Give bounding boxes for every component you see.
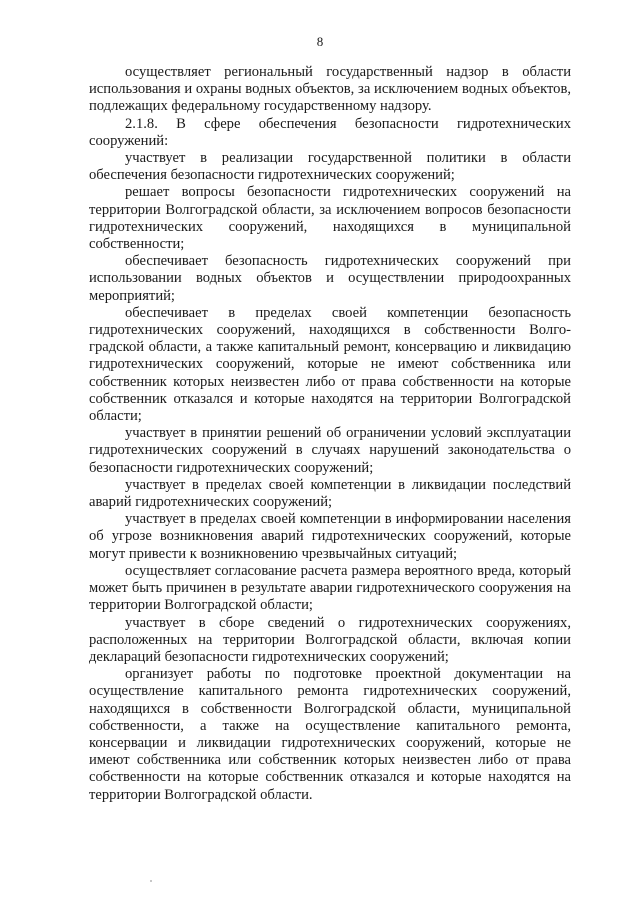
paragraph-accident-liquidation: участвует в пределах своей компетенции в ликвидации последствий аварий гидротехнических сооружений; bbox=[89, 476, 571, 511]
paragraph-design-documentation: организует работы по подготовке проектной документации на осуществление капитального ремонта гидротехнических сооружений, находящихся в собственности Волгоградской области, муниципальной собственности, а также на осуществление капитального ремонта, консервации и ликвидации гидротехнических сооружений, которые не имеют собственника или собственник которых неизвестен либо от права собственности на которые собственник отказался и которые находятся на территории Волгоградской области. bbox=[89, 666, 571, 803]
paragraph-state-policy: участвует в реализации государственной политики в области обеспечения безопасности гидротехнических сооружений; bbox=[89, 150, 571, 184]
paragraph-ensures-safety-regional-property: обеспечивает в пределах своей компетенции безопасность гидротехнических сооружений, находящихся в собственности Волгоградской области, а также капитальный ремонт, консервацию и ликвидацию гидротехнических сооружений, которые не имеют собственника или собственник которых неизвестен либо от права собственности на которые собственник отказался и которые находятся на территории Волгоградской области; bbox=[89, 304, 571, 425]
paragraph-informing-population: участвует в пределах своей компетенции в информировании населения об угрозе возникновения аварий гидротехнических сооружений, которые могут привести к возникновению чрезвычайных ситуаций; bbox=[89, 511, 571, 562]
document-body bbox=[89, 64, 571, 804]
paragraph-safety-issues: решает вопросы безопасности гидротехнических сооружений на территории Волгоградской области, за исключением вопросов безопасности гидротехнических сооружений, находящихся в муниципальной собственности; bbox=[89, 184, 571, 253]
paragraph-harm-calculation: осуществляет согласование расчета размера вероятного вреда, который может быть причинен в результате аварии гидротехнического сооружения на территории Волгоградской области; bbox=[89, 562, 571, 614]
paragraph-water-supervision: осуществляет региональный государственный надзор в области использования и охраны водных объектов, за исключением водных объектов, подлежащих федеральному государственному надзору. bbox=[89, 64, 571, 115]
scan-speck bbox=[150, 880, 152, 882]
paragraph-information-collection: участвует в сборе сведений о гидротехнических сооружениях, расположенных на территории Волгоградской области, включая копии деклараций безопасности гидротехнических сооружений; bbox=[89, 614, 571, 665]
paragraph-ensures-safety-water-use: обеспечивает безопасность гидротехнических сооружений при использовании водных объектов и осуществлении природоохранных мероприятий; bbox=[89, 253, 571, 304]
section-heading-2-1-8: 2.1.8. В сфере обеспечения безопасности гидротехнических сооружений: bbox=[89, 115, 571, 149]
paragraph-operation-restrictions: участвует в принятии решений об ограничении условий эксплуатации гидротехнических сооружений в случаях нарушений законодательства о безопасности гидротехнических сооружений; bbox=[89, 425, 571, 476]
page-number: 8 bbox=[316, 34, 324, 49]
